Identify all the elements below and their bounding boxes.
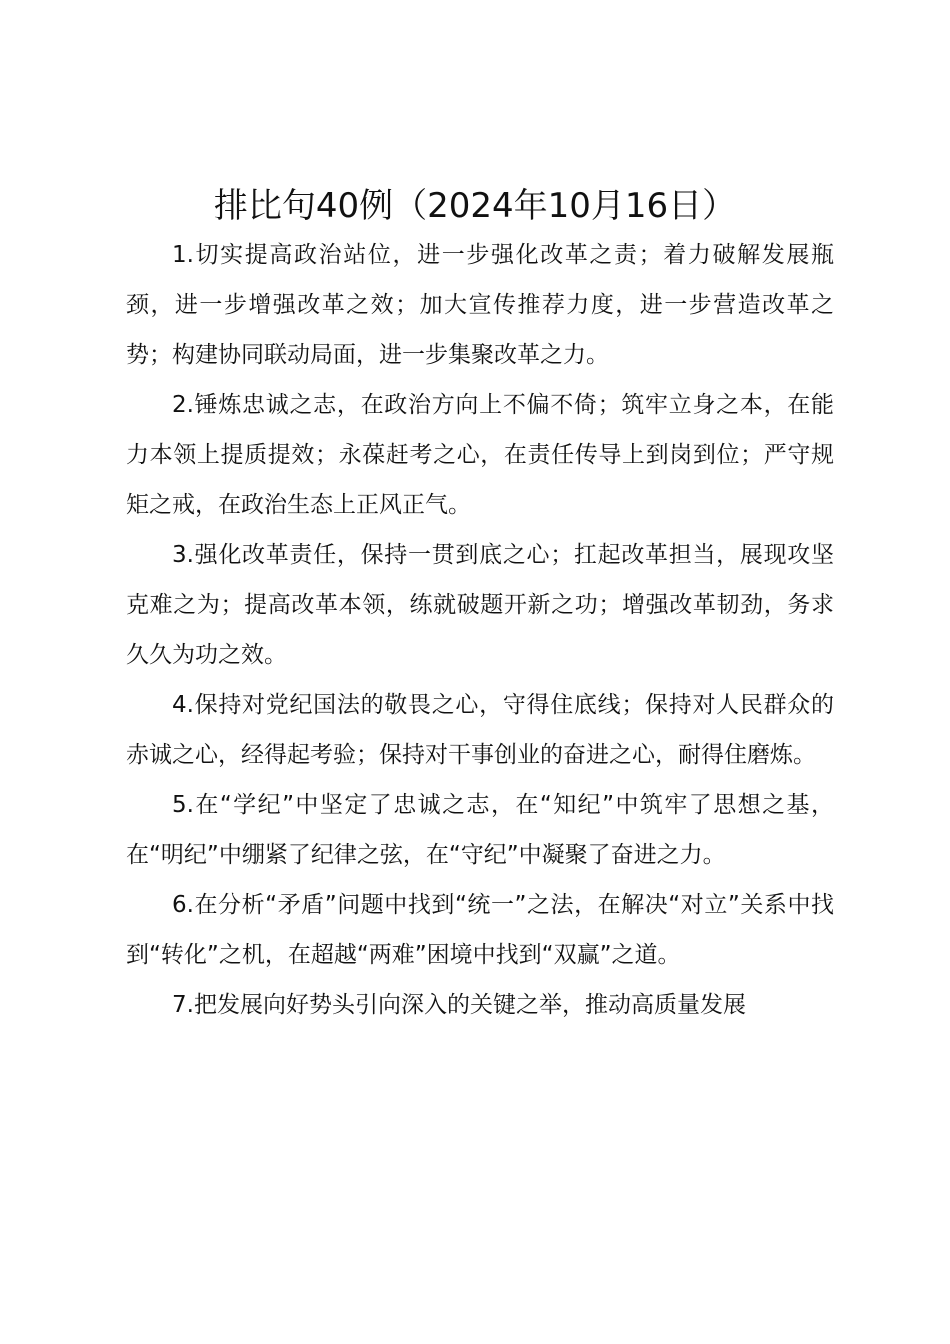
paragraph-4: 4.保持对党纪国法的敬畏之心，守得住底线；保持对人民群众的赤诚之心，经得起考验；保持对干事创业的奋进之心，耐得住磨炼。 [126, 692, 834, 768]
paragraph-2: 2.锤炼忠诚之志，在政治方向上不偏不倚；筑牢立身之本，在能力本领上提质提效；永葆赶考之心，在责任传导上到岗到位；严守规矩之戒，在政治生态上正风正气。 [126, 392, 834, 518]
paragraph-6: 6.在分析“矛盾”问题中找到“统一”之法，在解决“对立”关系中找到“转化”之机，在超越“两难”困境中找到“双赢”之道。 [126, 892, 834, 968]
document-title: 排比句40例（2024年10月16日） [213, 186, 737, 226]
document-body [126, 230, 834, 1030]
paragraph-1: 1.切实提高政治站位，进一步强化改革之责；着力破解发展瓶颈，进一步增强改革之效；加大宣传推荐力度，进一步营造改革之势；构建协同联动局面，进一步集聚改革之力。 [126, 242, 834, 368]
paragraph-7: 7.把发展向好势头引向深入的关键之举，推动高质量发展 [172, 992, 746, 1018]
paragraph-3: 3.强化改革责任，保持一贯到底之心；扛起改革担当，展现攻坚克难之为；提高改革本领，练就破题开新之功；增强改革韧劲，务求久久为功之效。 [126, 542, 834, 668]
paragraph-5: 5.在“学纪”中坚定了忠诚之志，在“知纪”中筑牢了思想之基，在“明纪”中绷紧了纪律之弦，在“守纪”中凝聚了奋进之力。 [126, 792, 834, 868]
